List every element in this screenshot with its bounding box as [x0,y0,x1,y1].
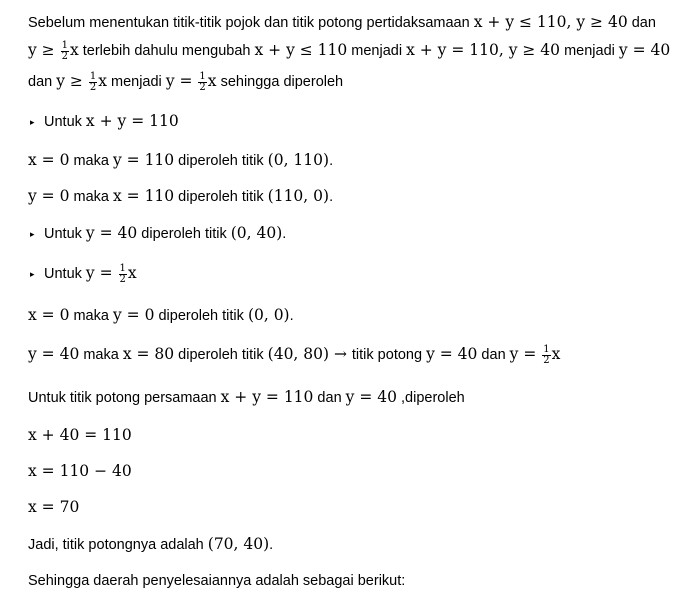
math-equation: x + y = 110 [220,388,314,406]
math-inequality: x + y ≤ 110 [254,41,348,59]
intro-line-2 [28,40,670,62]
step-line [28,186,333,207]
text: menjadi [347,43,407,59]
text: dan [627,15,656,31]
math-equation: x = 80 [122,345,175,363]
bullet-icon: ▸ [30,229,35,240]
text: titik potong [351,347,427,363]
text: diperoleh titik [174,347,268,363]
bullet-item-half-x [30,263,137,285]
math-variable: x [127,264,137,282]
intro-line-1 [28,12,656,33]
step-line [28,387,465,408]
math-equation: y = 40 [85,224,138,242]
text: Untuk [44,266,86,282]
math-equation: y = [85,264,118,282]
math-equation: y = 0 [28,187,70,205]
step-line [28,344,560,366]
text: sehingga diperoleh [216,74,344,90]
math-equation: y = 110 [112,151,175,169]
fraction-half [61,41,69,62]
bullet-item-y40 [30,223,286,244]
final-line [28,571,405,591]
text: diperoleh titik [174,189,268,205]
math-inequality: y ≥ [28,41,60,59]
text: dan [477,347,510,363]
math-variable: x [207,72,217,90]
equation-line [28,461,132,482]
text: . [289,308,294,324]
fraction-half [119,264,127,285]
text: maka [79,347,123,363]
text: Untuk [44,114,86,130]
fraction-denominator: 2 [61,50,68,62]
math-variable: x [551,345,561,363]
bullet-icon: ▸ [30,269,35,280]
math-equation: x = 70 [28,498,80,516]
math-equation: y = 40 [618,41,671,59]
math-point: (0, 0) [247,306,290,324]
math-variable: x [69,41,79,59]
step-line [28,150,333,171]
conclusion-line [28,534,273,555]
text: maka [69,153,113,169]
math-equation: x + y = 110 [85,112,179,130]
equation-line [28,497,79,518]
math-equation: y = [509,345,542,363]
math-point: (0, 40) [230,224,283,242]
math-equation: x = 0 [28,151,70,169]
math-point: (40, 80) → [267,345,352,363]
text: ,diperoleh [396,390,465,406]
text: . [269,537,274,553]
fraction-denominator: 2 [119,273,126,285]
fraction-numerator: 1 [199,70,206,82]
text: menjadi [106,74,166,90]
bullet-item-sum [30,111,179,132]
math-equation: y = 40 [426,345,478,363]
math-inequality: y ≥ [56,72,88,90]
math-equation: x = 110 [112,187,175,205]
text: . [329,189,334,205]
math-inequality: x + y ≤ 110, y ≥ 40 [473,13,628,31]
text: Sebelum menentukan titik-titik pojok dan titik potong pertidaksamaan [28,15,474,31]
math-equation: x + y = 110, y ≥ 40 [406,41,561,59]
intro-line-3 [28,71,343,93]
fraction-numerator: 1 [543,343,550,355]
text: dan [313,390,346,406]
fraction-denominator: 2 [543,354,550,366]
bullet-icon: ▸ [30,117,35,128]
text: maka [69,308,113,324]
fraction-half [89,72,97,93]
text: . [329,153,334,169]
text: menjadi [560,43,619,59]
equation-line [28,425,132,446]
math-equation: x = 0 [28,306,70,324]
fraction-numerator: 1 [89,70,97,82]
math-variable: x [98,72,107,90]
text: dan [28,74,57,90]
fraction-denominator: 2 [199,81,206,93]
math-equation: x + 40 = 110 [28,426,132,444]
step-line [28,305,294,326]
text: diperoleh titik [137,226,231,242]
math-equation: y = 0 [112,306,155,324]
fraction-denominator: 2 [89,81,97,93]
fraction-half [542,345,550,366]
math-equation: y = 40 [345,388,397,406]
fraction-half [198,72,206,93]
math-equation: y = [165,72,198,90]
math-equation: y = 40 [28,345,80,363]
fraction-numerator: 1 [61,39,68,51]
math-point: (110, 0) [267,187,330,205]
text: . [282,226,287,242]
fraction-numerator: 1 [119,262,126,274]
text: Untuk titik potong persamaan [28,390,221,406]
text: diperoleh titik [154,308,248,324]
text: Sehingga daerah penyelesaiannya adalah sebagai berikut: [28,573,406,589]
math-point: (0, 110) [267,151,330,169]
math-equation: x = 110 − 40 [28,462,132,480]
text: maka [69,189,113,205]
text: terlebih dahulu mengubah [78,43,255,59]
math-point: (70, 40) [207,535,270,553]
text: Untuk [44,226,86,242]
text: diperoleh titik [174,153,268,169]
text: Jadi, titik potongnya adalah [28,537,208,553]
